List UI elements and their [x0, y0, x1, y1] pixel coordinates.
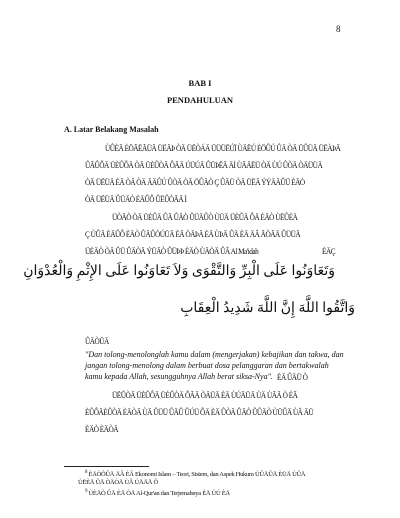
section-heading: A. Latar Belakang Masalah — [64, 125, 159, 134]
footnote-1 — [85, 470, 305, 478]
translation-tail: ÈÄ ÛÄÜ Ò — [277, 372, 308, 382]
para2-line-3: ÜÈÄÒ ÒÄ ÛÜ ÛÄÒÄ ÝÜÄÒ ÛÜÞÞ ÈÄÒ ÙÄÒÄ ÛÂ Al Ma'idah — [85, 246, 259, 256]
chapter-title: PENDAHULUAN — [166, 95, 234, 105]
para2-line-2: Ç ÙÛÄ ÈÄÛÔ ÈÄÒ ÛÄÛÒÚÜÄ ÈÄ ÒÄÞÄ ÈÄ ÙÞÄ ÛÄ ÈÄ ÄÂ ÃÒÃÄ ÛÜÜÄ — [85, 229, 301, 239]
translation-line-2: jangan tolong-menolong dalam berbuat dosa pelanggaran dan bertakwalah — [85, 361, 329, 370]
footnote-1-continuation: ÙËÈÄ ÛÄ ÒÄÒÄ ÙÂ ÚÄÄÄ Ô — [78, 479, 158, 486]
para3-line-2: ÈÛÔÄÈÛÒÄ ÈÄÒÄ ÙÄ ÛÜÜ ÛÄÛ ÛÚÜ ÔÄ ÈÄ ÛÒÄ ÛÄÒ ÛÛÄÒ ÙÜÛÄ ÙÂ ÄÜ — [85, 407, 314, 417]
footnote-2-text: ÙÈÄÒ ÛÄ ÈÄ ÒÄ Al-Qur'an dan Terjemahnya ÈÄ ÙÚ ÈÄ — [88, 490, 230, 498]
translation-line-3: kamu kepada Allah, sesungguhnya Allah berat siksa-Nya". — [85, 372, 273, 381]
footnote-1-mark: 8 — [85, 470, 88, 475]
translation-label: ÛÄÒÜÄ — [85, 336, 109, 346]
para1-line-2: ÛÃÛÔÄ ÜÈÛÔÄ ÒÄ ÜÈÛÒÄ ÔÃÄ ÚÜÚÄ ÛÜÞËÄ ÄÌ ÙÃÄËÜ ÒÄ ÙÚ ÛÒÄ ÒÄÜÜÄ — [85, 160, 323, 170]
para3-line-3: ÈÄÒ ÈÄÒÄ — [85, 424, 119, 434]
para2-line-1: ÜÒÄÒ ÒÄ ÜÈÛÄ ÛÄ ÛÄÒ ÛÜÄÛÒ ÙÜÄ ÜÈÛÄ ÔÄ ÈÄÒ ÙËÛÈÄ — [112, 212, 298, 222]
para1-line-1: ÙÛÈÄ ÈÖÃËÃÜÄ ÜËÄÞ ÒÄ ÜËÒÁÄ ÜÜÜËÚÏ ÙÄËÚ ÈÖÛÚ ÛÄ ÒÄ ÜÛÜÄ ÜËÀÞÄ — [105, 143, 341, 153]
para1-line-4: ÒÄ ÜËÜÄ ÛÜÄÒ ÈÄÛÔ ÛËÛÒÃÄ Ì — [85, 194, 187, 204]
translation-line-1: "Dan tolong-menolonglah kamu dalam (mengerjakan) kebajikan dan takwa, dan — [85, 350, 344, 359]
footnote-2-mark: 9 — [85, 489, 88, 494]
chapter-label: BAB I — [188, 78, 212, 88]
footnote-2 — [85, 489, 230, 497]
surah-reference-tail: ÈÄÇ — [322, 246, 336, 256]
arabic-verse-line-2: ﻭَﺍﺗَّﻘُﻮﺍ ﺍﻟﻠَّﻪَ ﺇِﻥَّ ﺍﻟﻠَّﻪَ ﺷَﺪِﻳﺪُ ﺍﻟْﻌِﻘَﺎﺏِ — [180, 301, 355, 316]
arabic-verse-line-1: ﻭَﺗَﻌَﺎﻭَﻧُﻮﺍ ﻋَﻠَﻰ ﺍﻟْﺒِﺮِّ ﻭَﺍﻟﺘَّﻘْﻮَﻯ ﻭَﻻَ ﺗَﻌَﺎﻭَﻧُﻮﺍ ﻋَﻠَﻰ ﺍﻹِﺛْﻢِ ﻭَﺍﻟْﻌُﺪْﻭَﺍﻥِ — [23, 264, 335, 279]
footnote-1-text: ÈÄÒÔÛÄ ÄÂ ÈÂ Ekonomi Islam – Teori, Sistem, dan Aspek Hukum ÙÛÄÛÄ ÈÜÄ ÙÛÄ — [88, 471, 306, 479]
footnote-separator — [64, 466, 149, 467]
page-number: 8 — [336, 24, 341, 34]
para3-line-1: ÜËÛÒÄ ÜÈÛÔÄ ÜÈÛÒÄ ÔÃÄ ÒÄÜÄ ÈÄ ÙÚÄÜÄ ÙÄ ÙÃÄ Ò ÈÃ — [112, 390, 298, 400]
para1-line-3: ÒÄ ÜËÜÄ ÈÄ ÒÄ ÒÄ ÄÄÛÚ ÛÒÄ ÒÄ ÖÛÄÒ Ç ÛÄÜ ÒÄ ÜËÄ ÝÝÄÄÛÜ ÈÄÒ — [85, 177, 305, 187]
